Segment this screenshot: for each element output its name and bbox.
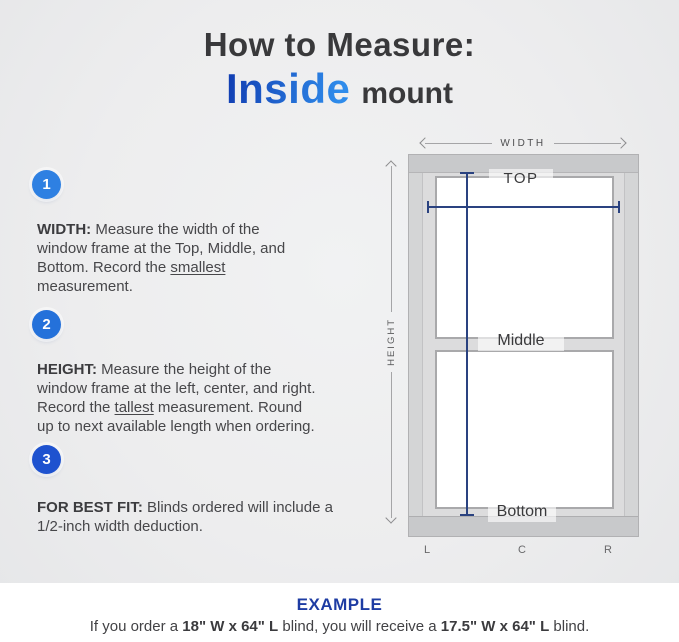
width-dimension-arrow <box>421 137 625 149</box>
example-text-start: If you order a <box>89 618 183 635</box>
step-1-body-end: measurement. <box>37 278 133 295</box>
title-line1: How to Measure: <box>203 26 476 63</box>
step-3-badge: 3 <box>32 445 61 474</box>
example-text <box>0 618 679 635</box>
step-2-text <box>37 360 317 436</box>
arrow-line <box>554 143 621 144</box>
example-text-end: blind. <box>549 618 590 635</box>
step-2-body-end: measurement. Round up to next available length when ordering. <box>37 399 315 435</box>
label-center: C <box>518 544 526 556</box>
step-2-underlined-word: tallest <box>114 399 154 416</box>
step-1-body: Measure the width of the window frame at the Top, Middle, and Bottom. Record the <box>37 221 286 276</box>
label-middle: Middle <box>478 331 564 351</box>
arrow-line <box>391 166 392 312</box>
example-heading: EXAMPLE <box>296 595 383 614</box>
step-1-lead: WIDTH: <box>37 221 92 238</box>
step-3-body: Blinds ordered will include a 1/2-inch width deduction. <box>37 499 333 535</box>
example-ordered-size: 18" W x 64" L <box>182 618 279 635</box>
title-line2 <box>0 65 679 113</box>
arrow-line <box>425 143 492 144</box>
height-dimension-arrow <box>385 162 397 522</box>
label-left: L <box>423 544 431 556</box>
title-highlight-inside: Inside <box>225 65 351 112</box>
step-1-badge: 1 <box>32 170 61 199</box>
label-top: TOP <box>489 169 553 189</box>
page-title <box>0 26 679 113</box>
step-3-lead: FOR BEST FIT: <box>37 499 143 516</box>
example-footer <box>0 583 679 642</box>
arrow-line <box>391 372 392 518</box>
label-bottom: Bottom <box>488 502 556 522</box>
step-2-body: Measure the height of the window frame at the left, center, and right. Record the <box>37 361 316 416</box>
width-arrow-label: WIDTH <box>500 137 546 149</box>
arrow-down-icon <box>385 512 396 523</box>
step-3-text <box>37 498 361 536</box>
arrow-up-icon <box>385 160 396 171</box>
example-text-mid: blind, you will receive a <box>278 618 441 635</box>
step-2-badge: 2 <box>32 310 61 339</box>
height-measure-line <box>466 172 468 516</box>
step-1-underlined-word: smallest <box>170 259 226 276</box>
label-right: R <box>604 544 612 556</box>
title-suffix-mount: mount <box>361 77 453 110</box>
width-measure-line <box>427 206 620 208</box>
step-1-text <box>37 220 307 296</box>
height-arrow-label: HEIGHT <box>385 318 397 366</box>
example-received-size: 17.5" W x 64" L <box>440 618 550 635</box>
window-pane-upper <box>435 176 614 339</box>
step-2-lead: HEIGHT: <box>37 361 97 378</box>
window-pane-lower <box>435 350 614 509</box>
arrow-right-icon <box>615 137 626 148</box>
arrow-left-icon <box>419 137 430 148</box>
